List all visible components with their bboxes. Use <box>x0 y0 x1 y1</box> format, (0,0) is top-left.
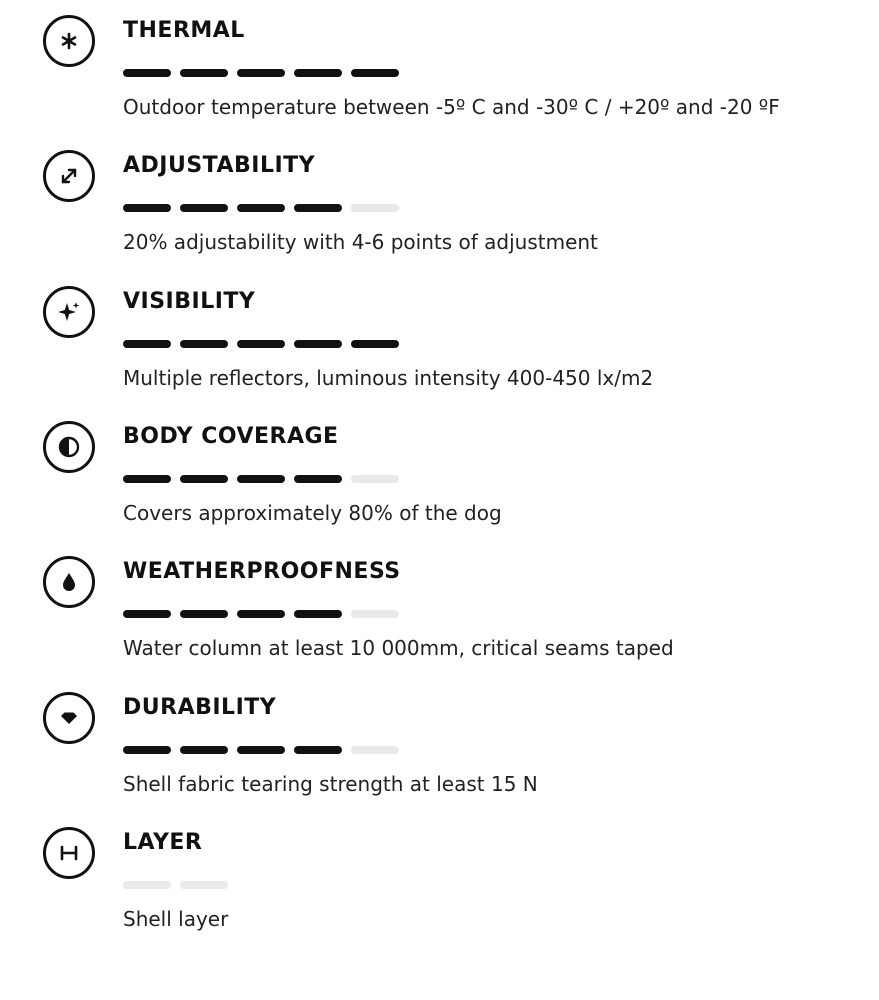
rating-segment-filled <box>123 475 171 483</box>
feature-title: WEATHERPROOFNESS <box>123 559 401 584</box>
feature-title: VISIBILITY <box>123 289 256 314</box>
rating-segment-empty <box>351 475 399 483</box>
feature-row-thermal <box>0 0 879 130</box>
rating-segment-filled <box>237 475 285 483</box>
rating-segment-filled <box>237 69 285 77</box>
rating-segment-empty <box>180 881 228 889</box>
feature-title: DURABILITY <box>123 695 277 720</box>
feature-description: 20% adjustability with 4-6 points of adjustment <box>123 230 598 254</box>
sparkle-icon <box>43 286 95 338</box>
feature-description: Outdoor temperature between -5º C and -30º C / +20º and -20 ºF <box>123 95 780 119</box>
feature-title: THERMAL <box>123 18 245 43</box>
rating-segment-filled <box>237 746 285 754</box>
expand-arrows-icon <box>43 150 95 202</box>
layer-bracket-icon <box>43 827 95 879</box>
rating-segment-empty <box>351 610 399 618</box>
rating-bar <box>123 610 399 620</box>
feature-description: Shell layer <box>123 907 229 931</box>
rating-segment-empty <box>351 746 399 754</box>
feature-description: Water column at least 10 000mm, critical seams taped <box>123 636 674 660</box>
rating-segment-filled <box>294 340 342 348</box>
feature-description: Covers approximately 80% of the dog <box>123 501 502 525</box>
rating-segment-filled <box>294 746 342 754</box>
feature-title: LAYER <box>123 830 203 855</box>
feature-title: BODY COVERAGE <box>123 424 339 449</box>
rating-segment-filled <box>123 610 171 618</box>
rating-segment-filled <box>351 340 399 348</box>
feature-row-durability <box>0 677 879 807</box>
feature-row-layer <box>0 812 879 942</box>
rating-segment-filled <box>180 69 228 77</box>
feature-row-body-coverage <box>0 406 879 536</box>
rating-bar <box>123 746 399 756</box>
rating-bar <box>123 204 399 214</box>
rating-segment-filled <box>180 475 228 483</box>
feature-description: Shell fabric tearing strength at least 15 N <box>123 772 538 796</box>
feature-title: ADJUSTABILITY <box>123 153 316 178</box>
rating-segment-filled <box>294 475 342 483</box>
rating-bar <box>123 475 399 485</box>
rating-segment-filled <box>180 204 228 212</box>
water-drop-icon <box>43 556 95 608</box>
rating-segment-filled <box>180 746 228 754</box>
diamond-icon <box>43 692 95 744</box>
rating-bar <box>123 340 399 350</box>
rating-segment-filled <box>351 69 399 77</box>
rating-segment-empty <box>123 881 171 889</box>
feature-row-adjustability <box>0 135 879 265</box>
rating-segment-filled <box>180 610 228 618</box>
rating-bar <box>123 69 399 79</box>
snowflake-icon <box>43 15 95 67</box>
feature-row-visibility <box>0 271 879 401</box>
rating-segment-filled <box>237 204 285 212</box>
rating-segment-filled <box>180 340 228 348</box>
feature-row-weatherproofness <box>0 541 879 671</box>
rating-segment-filled <box>294 610 342 618</box>
rating-segment-empty <box>351 204 399 212</box>
rating-segment-filled <box>294 204 342 212</box>
rating-bar <box>123 881 228 891</box>
rating-segment-filled <box>123 204 171 212</box>
rating-segment-filled <box>294 69 342 77</box>
rating-segment-filled <box>123 340 171 348</box>
rating-segment-filled <box>123 69 171 77</box>
rating-segment-filled <box>237 340 285 348</box>
rating-segment-filled <box>123 746 171 754</box>
half-circle-icon <box>43 421 95 473</box>
feature-description: Multiple reflectors, luminous intensity 400-450 lx/m2 <box>123 366 654 390</box>
rating-segment-filled <box>237 610 285 618</box>
